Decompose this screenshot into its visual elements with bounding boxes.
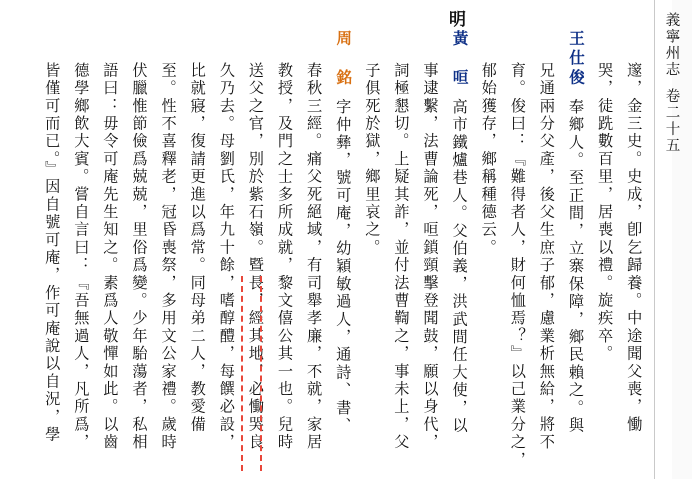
text-column — [625, 62, 644, 434]
column-text: 哭，徒跣數百里，居喪以禮。旋疾卒。 — [596, 62, 615, 363]
text-column — [510, 62, 525, 469]
text-column — [334, 30, 354, 435]
book-title-column — [664, 12, 679, 154]
entry-name: 王仕俊 — [567, 30, 586, 89]
column-text: 字仲彝，號可庵，幼穎敏過人，通詩、書、 — [334, 98, 353, 435]
text-column — [539, 62, 554, 451]
text-column — [450, 30, 470, 435]
column-text: 事逮繫，法曹論死，咺鎖頸擊登聞鼓，願以身代， — [421, 62, 440, 452]
header-divider — [654, 0, 655, 479]
annotation-mark-left — [241, 276, 243, 471]
book-title: 義寧州志 — [663, 12, 680, 78]
text-column — [219, 62, 234, 451]
text-column — [305, 62, 324, 452]
column-text: 郁始獲存，鄉稱種德云。 — [479, 62, 498, 257]
column-text: 皆僅可而已。』因自號可庵，作可庵說以自況，學 — [43, 62, 62, 444]
volume-label: 卷二十五 — [663, 88, 680, 154]
dynasty-heading: 明 — [445, 10, 465, 31]
column-text: 奉鄉人。至正間，立寨保障，鄉民賴之。與 — [567, 98, 585, 435]
text-column — [43, 62, 62, 444]
column-text: 子俱死於獄，鄉里哀之。 — [363, 62, 382, 257]
text-column — [101, 62, 120, 452]
column-text: 育。俊曰：『難得者人，財何恤焉？』以己業分之， — [508, 62, 527, 470]
text-column — [481, 62, 496, 257]
column-text: 高市鐵爐巷人。父伯義，洪武間任大使，以 — [450, 98, 469, 435]
annotation-mark-right — [260, 276, 262, 471]
text-column — [363, 62, 382, 257]
column-text: 送父之官，別於紫石嶺。暨長，經其地，必慟哭良 — [246, 62, 265, 452]
column-text: 德學鄉飲大賓。嘗自言曰：『吾無過人，凡所爲， — [72, 62, 91, 452]
column-text: 兄通兩分父產，後父生庶子郁，慮業析無給，將不 — [537, 62, 556, 452]
text-column — [568, 30, 584, 435]
column-text: 比就寢，復請更進以爲常。同母弟二人，教愛備 — [188, 62, 207, 434]
column-text: 詞極懇切。上疑其詐，並付法曹鞫之，事未上，父 — [392, 62, 411, 452]
column-text: 久乃去。母劉氏，年九十餘，嗜醇醴，每饌必設， — [217, 62, 236, 452]
entry-name: 周 銘 — [334, 30, 354, 89]
entry-name: 黃 咺 — [450, 30, 470, 89]
text-column — [190, 62, 205, 434]
column-text: 伏臘惟節儉爲兢兢，里俗爲變。少年駘蕩者，私相 — [130, 62, 149, 452]
column-text: 春秋三經。痛父死絕域，有司舉孝廉，不就，家居 — [305, 62, 324, 452]
text-column — [159, 62, 178, 452]
text-column — [596, 62, 615, 363]
text-column — [72, 62, 91, 452]
text-column — [277, 62, 292, 451]
column-text: 教授，及門之士多所成就，黎文僖公其一也。兒時 — [276, 62, 294, 452]
text-column — [392, 62, 411, 452]
column-text: 邃，金三史。史成，卽乞歸養。中途聞父喪，慟 — [625, 62, 644, 434]
text-column — [421, 62, 440, 452]
column-text: 至。性不喜釋老，冠昏喪祭，多用文公家禮。歲時 — [159, 62, 178, 452]
text-column — [130, 62, 149, 452]
column-text: 語曰：毋令可庵先生知之。素爲人敬憚如此。以齒 — [101, 62, 120, 452]
